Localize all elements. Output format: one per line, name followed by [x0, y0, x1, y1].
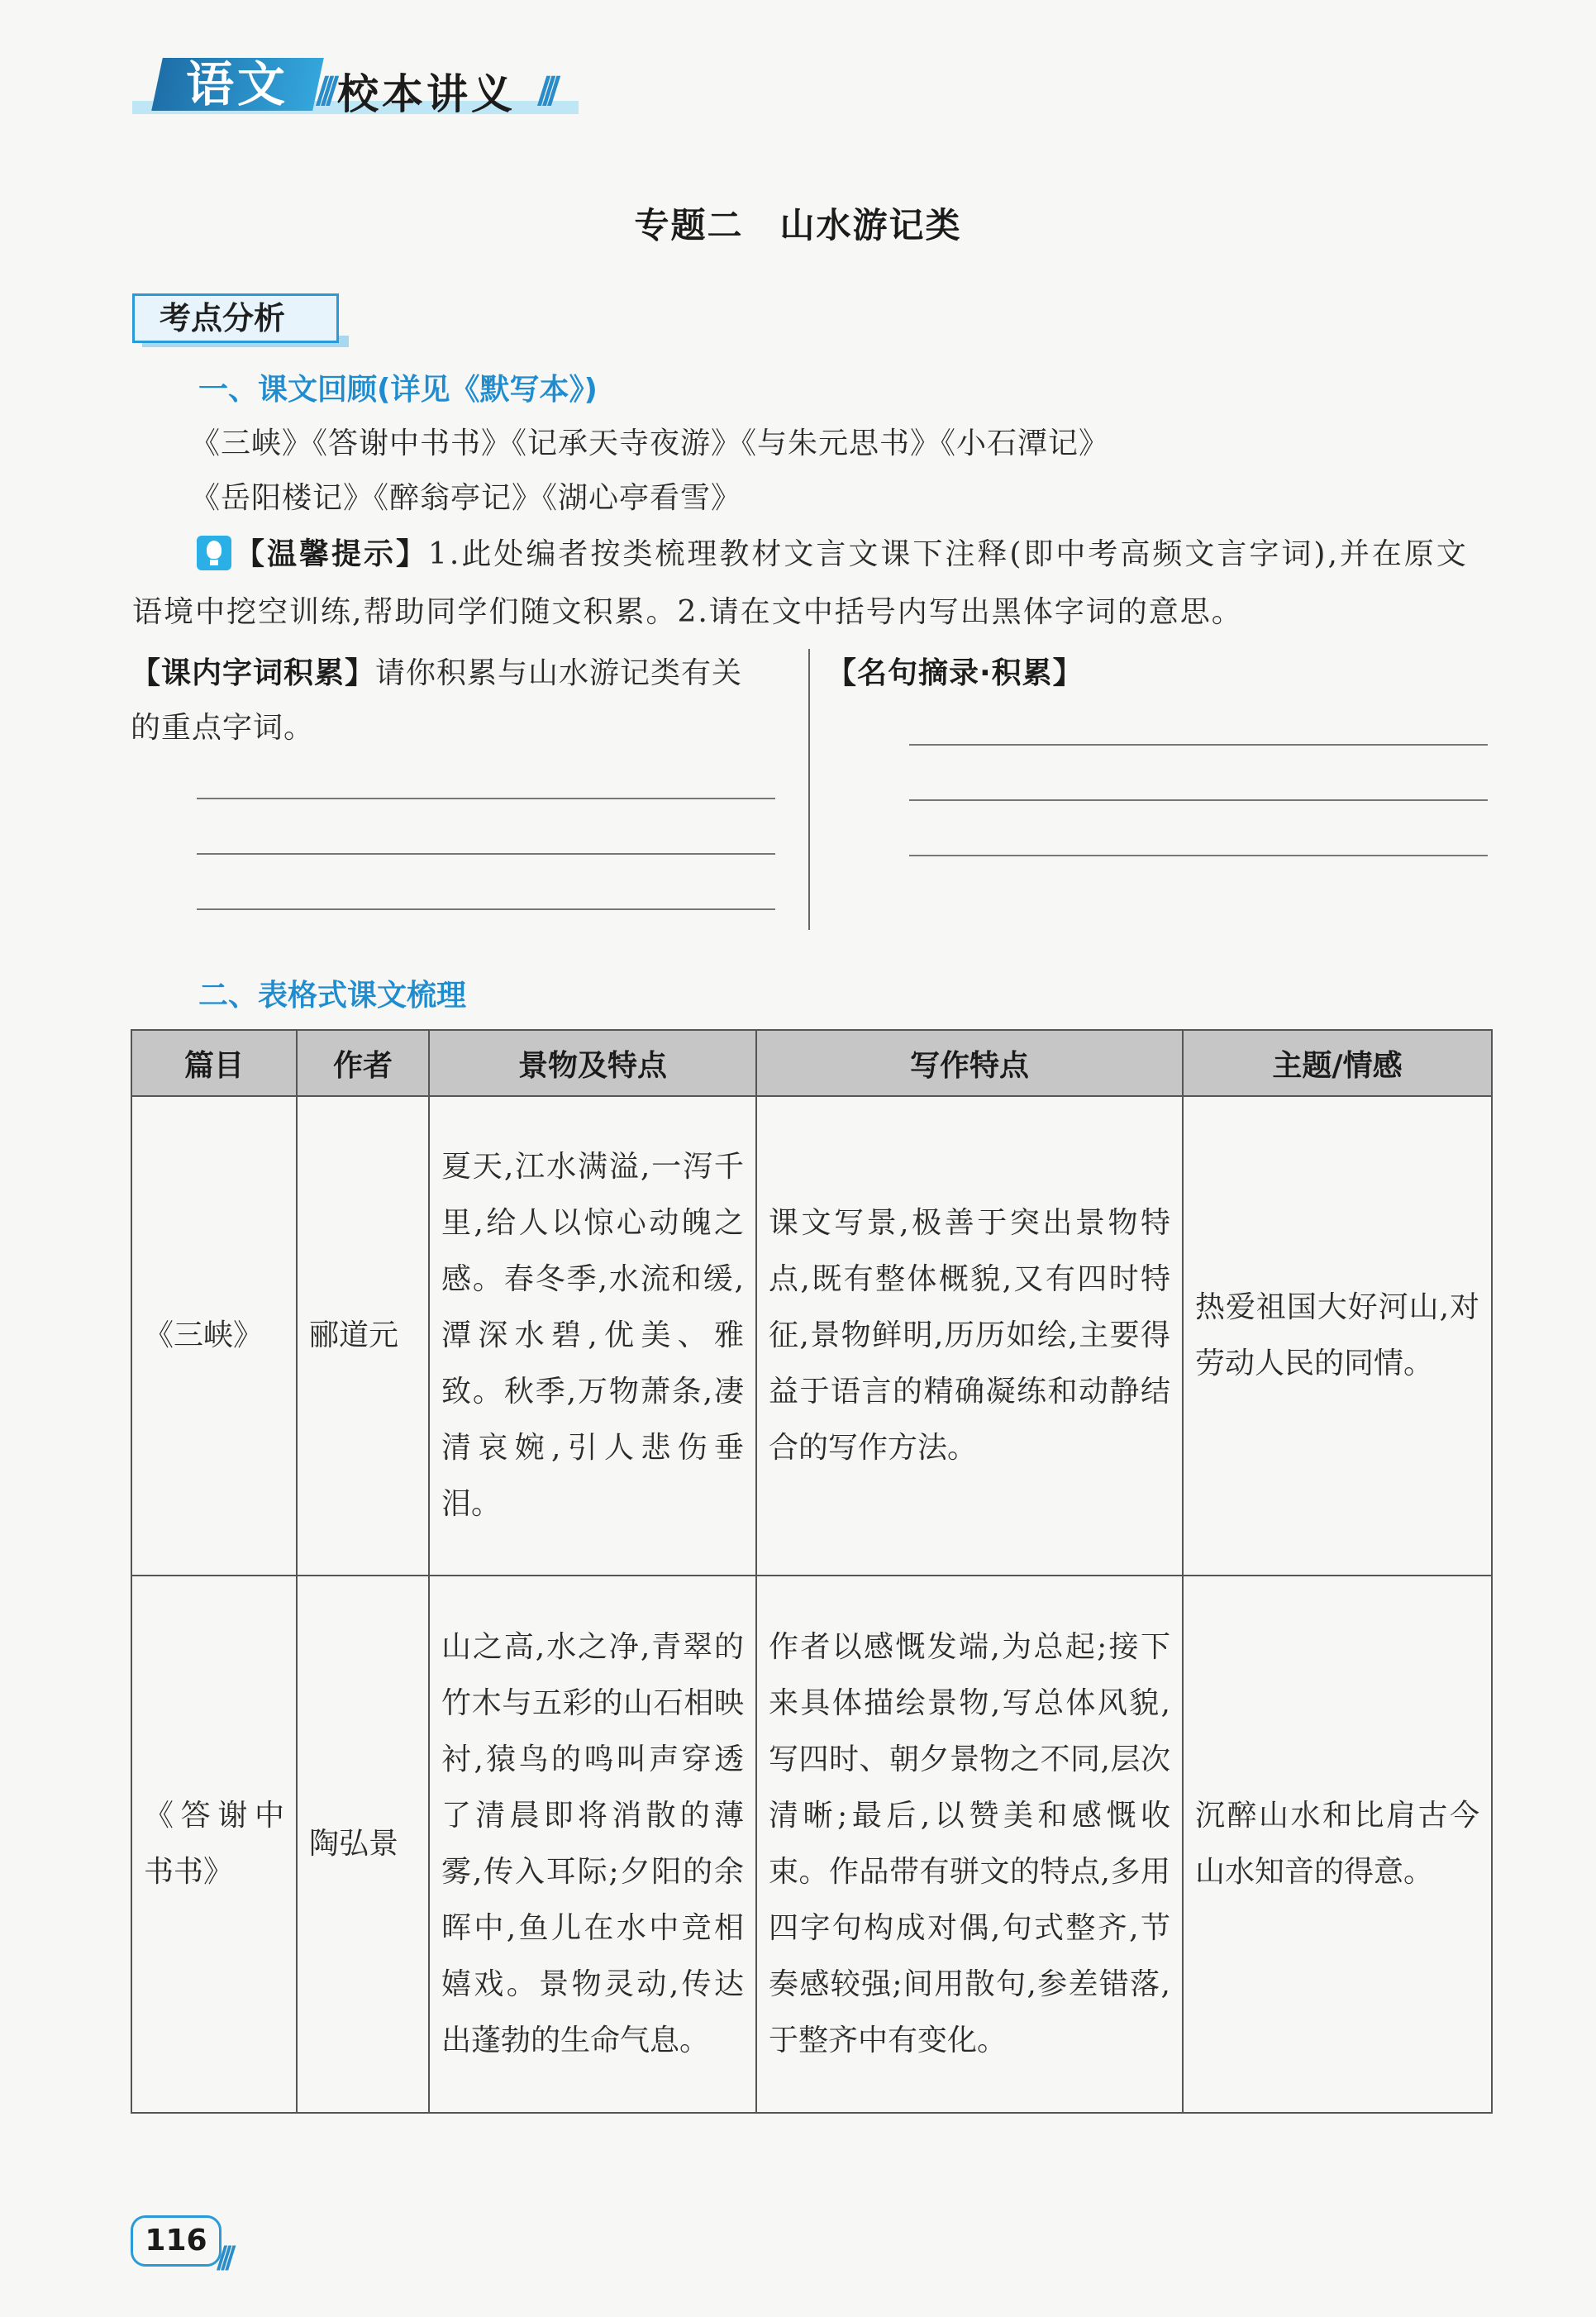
cell-scenery: 山之高,水之净,青翠的竹木与五彩的山石相映衬,猿鸟的鸣叫声穿透了清晨即将消散的薄雾,传入耳际;夕阳的余晖中,鱼儿在水中竞相嬉戏。景物灵动,传达出蓬勃的生命气息。 — [429, 1576, 756, 2113]
answer-line[interactable] — [197, 908, 775, 910]
cell-theme: 热爱祖国大好河山,对劳动人民的同情。 — [1183, 1096, 1492, 1576]
quotes-label: 【名句摘录·积累】 — [827, 656, 1084, 690]
slash-decoration-icon: /// — [316, 69, 331, 112]
text-list-line2: 《岳阳楼记》《醉翁亭记》《湖心亭看雪》 — [190, 481, 742, 515]
cell-theme: 沉醉山水和比肩古今山水知音的得意。 — [1183, 1576, 1492, 2113]
answer-line[interactable] — [197, 853, 775, 855]
topic-title: 专题二 山水游记类 — [634, 205, 962, 246]
cell-writing: 作者以感慨发端,为总起;接下来具体描绘景物,写总体风貌,写四时、朝夕景物之不同,层次清晰;最后,以赞美和感慨收束。作品带有骈文的特点,多用四字句构成对偶,句式整齐,节奏感较强;间用散句,参差错落,于整齐中有变化。 — [756, 1576, 1183, 2113]
table-row — [131, 1096, 1492, 1576]
subject-label: 语文 — [186, 56, 289, 112]
vocab-label: 【课内字词积累】 — [131, 656, 376, 690]
tip-line1 — [197, 531, 1469, 573]
header-title: 校本讲义 — [337, 70, 516, 118]
vocab-line2: 的重点字词。 — [131, 711, 315, 745]
answer-line[interactable] — [909, 799, 1488, 801]
cell-scenery: 夏天,江水满溢,一泻千里,给人以惊心动魄之感。春冬季,水流和缓,潭深水碧,优美、雅致。秋季,万物萧条,凄清哀婉,引人悲伤垂泪。 — [429, 1096, 756, 1576]
column-divider — [808, 649, 810, 930]
table-header-row — [131, 1030, 1492, 1096]
text-list-line1: 《三峡》《答谢中书书》《记承天寺夜游》《与朱元思书》《小石潭记》 — [190, 427, 1110, 460]
slash-decoration-icon: /// — [537, 69, 553, 112]
cell-title: 《答谢中书书》 — [131, 1576, 297, 2113]
header-theme-col: 主题/情感 — [1183, 1030, 1492, 1096]
cell-writing: 课文写景,极善于突出景物特点,既有整体概貌,又有四时特征,景物鲜明,历历如绘,主要得益于语言的精确凝练和动静结合的写作方法。 — [756, 1096, 1183, 1576]
slash-decoration-icon: /// — [217, 2240, 230, 2275]
answer-line[interactable] — [197, 798, 775, 799]
header-scenery-col: 景物及特点 — [429, 1030, 756, 1096]
section-tag: 考点分析 — [132, 293, 339, 343]
answer-line[interactable] — [909, 855, 1488, 856]
header-banner — [124, 51, 587, 122]
vocab-text1: 请你积累与山水游记类有关 — [375, 656, 743, 690]
tip-label: 【温馨提示】 — [235, 537, 429, 571]
summary-table — [131, 1029, 1493, 2114]
section1-heading: 一、课文回顾(详见《默写本》) — [198, 373, 598, 407]
page-number: 116 — [131, 2215, 222, 2267]
header-writing-col: 写作特点 — [756, 1030, 1183, 1096]
cell-author: 陶弘景 — [297, 1576, 429, 2113]
subject-badge — [151, 58, 324, 111]
section2-heading: 二、表格式课文梳理 — [198, 979, 467, 1013]
answer-line[interactable] — [909, 744, 1488, 746]
header-author-col: 作者 — [297, 1030, 429, 1096]
lightbulb-icon — [197, 536, 231, 570]
tip-line2: 语境中挖空训练,帮助同学们随文积累。2.请在文中括号内写出黑体字词的意思。 — [132, 595, 1243, 629]
table-row — [131, 1576, 1492, 2113]
header-title-col: 篇目 — [131, 1030, 297, 1096]
vocab-line1 — [131, 650, 742, 692]
cell-title: 《三峡》 — [131, 1096, 297, 1576]
cell-author: 郦道元 — [297, 1096, 429, 1576]
tip-text1: 1.此处编者按类梳理教材文言文课下注释(即中考高频文言字词),并在原文 — [428, 537, 1469, 571]
